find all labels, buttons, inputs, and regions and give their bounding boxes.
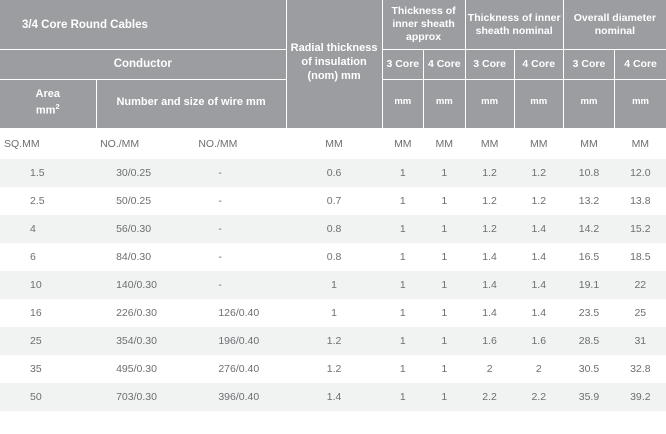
header-core3-inner-approx: 3 Core [382,50,423,79]
cell-radial: 1 [331,306,337,319]
cell-inner-approx-3core: 1 [382,327,423,355]
cell-overall-4core: 12.0 [615,159,666,187]
cell-area: 10 [0,271,96,299]
units-cell-overall-3core: MM [563,128,614,159]
cell-wires-4core: - [194,271,286,299]
table-row [0,383,666,411]
header-col-area [0,79,96,128]
units-cell-radial: MM [286,128,382,159]
cell-overall-4core: 22 [615,271,666,299]
cell-wires-3core: 495/0.30 [116,362,157,375]
header-group-inner-sheath-approx: Thickness of inner sheath approx [382,0,465,50]
cell-inner-nominal-3core: 2 [486,362,493,375]
cell-area: 25 [0,327,96,355]
cell-wires-4core: - [218,194,222,207]
header-group-inner-sheath-nominal: Thickness of inner sheath nominal [465,0,563,50]
header-core4-overall: 4 Core [615,50,666,79]
cell-wires-3core: 50/0.25 [116,194,152,207]
cell-overall-4core: 13.8 [630,194,651,207]
cell-inner-approx-4core: 1 [441,362,448,375]
cell-inner-approx-3core: 1 [399,362,406,375]
cell-inner-approx-3core: 1 [399,306,406,319]
header-unit-overall-3core: mm [563,79,614,128]
units-cell-inner-nominal-3core: MM [465,128,514,159]
cell-inner-nominal-4core: 1.2 [514,159,563,187]
cell-wires-3core: 84/0.30 [116,250,152,263]
units-cell-area: SQ.MM [0,128,96,159]
cell-inner-nominal-3core: 1.4 [465,271,514,299]
cell-inner-approx-4core: 1 [424,271,465,299]
table-row [0,271,666,299]
cell-inner-approx-4core: 1 [441,306,448,319]
cell-inner-nominal-4core: 1.4 [531,250,547,263]
cell-radial: 0.7 [326,194,342,207]
cell-inner-approx-3core: 1 [382,215,423,243]
cell-inner-nominal-4core: 1.2 [531,194,547,207]
units-cell-inner-approx-3core: MM [382,128,423,159]
cell-inner-approx-4core: 1 [424,327,465,355]
cell-inner-nominal-3core: 1.2 [465,159,514,187]
cell-inner-approx-3core: 1 [382,383,423,411]
cell-inner-nominal-4core: 1.4 [514,271,563,299]
cell-inner-nominal-3core: 2.2 [465,383,514,411]
cell-inner-approx-3core: 1 [399,194,406,207]
cell-overall-4core: 31 [615,327,666,355]
cell-area: 16 [30,306,42,319]
cell-overall-4core: 39.2 [615,383,666,411]
cell-overall-4core: 25 [634,306,647,319]
cell-overall-4core: 32.8 [630,362,651,375]
cell-overall-3core: 19.1 [563,271,614,299]
cell-radial: 0.6 [286,159,382,187]
cell-inner-approx-4core: 1 [441,194,448,207]
units-cell-inner-nominal-4core: MM [514,128,563,159]
cell-overall-3core: 35.9 [563,383,614,411]
cell-wires-3core: 354/0.30 [96,327,194,355]
table-row [0,187,666,215]
cell-wires-4core: 276/0.40 [218,362,260,375]
header-core4-inner-approx: 4 Core [424,50,465,79]
cell-radial: 0.8 [326,250,342,263]
cell-overall-4core: 18.5 [630,250,651,263]
cell-radial: 1 [286,271,382,299]
units-cell-wires-3core: NO./MM [96,128,194,159]
header-unit-inner-approx-4core: mm [424,79,465,128]
cell-wires-3core: 703/0.30 [96,383,194,411]
cell-area: 2.5 [30,194,45,207]
cell-area: 1.5 [0,159,96,187]
cell-inner-nominal-3core: 1.4 [482,250,497,263]
cell-area: 35 [30,362,42,375]
cell-inner-nominal-4core: 2 [535,362,542,375]
cell-inner-approx-4core: 1 [424,159,465,187]
header-group-overall-diameter: Overall diameter nominal [563,0,666,50]
cell-inner-approx-4core: 1 [424,383,465,411]
cell-inner-approx-3core: 1 [382,159,423,187]
table-row [0,243,666,271]
cell-overall-3core: 30.5 [578,362,600,375]
header-core3-inner-nominal: 3 Core [465,50,514,79]
cell-inner-nominal-4core: 1.6 [514,327,563,355]
cell-overall-3core: 10.8 [563,159,614,187]
table-units-row [0,128,666,159]
cell-overall-3core: 23.5 [578,306,600,319]
cell-radial: 1.2 [286,327,382,355]
cell-radial: 1.4 [286,383,382,411]
header-row-groups [0,0,666,50]
header-col-radial-thickness: Radial thickness of insulation (nom) mm [286,0,382,128]
cell-overall-4core: 15.2 [615,215,666,243]
cell-inner-approx-4core: 1 [424,215,465,243]
table-body [0,128,666,411]
cell-wires-4core: - [194,215,286,243]
cell-area: 6 [30,250,36,263]
cell-inner-approx-4core: 1 [441,250,448,263]
cell-inner-nominal-4core: 1.4 [531,306,547,319]
table-row [0,159,666,187]
header-col-area-unit-sup: 2 [55,101,60,111]
cell-wires-4core: 196/0.40 [194,327,286,355]
cell-radial: 1.2 [326,362,342,375]
header-unit-inner-approx-3core: mm [382,79,423,128]
cell-wires-3core: 56/0.30 [96,215,194,243]
table-row [0,355,666,383]
header-unit-inner-nominal-3core: mm [465,79,514,128]
cell-overall-3core: 28.5 [563,327,614,355]
cell-wires-3core: 30/0.25 [96,159,194,187]
header-group-conductor: Conductor [0,50,286,79]
units-cell-inner-approx-4core: MM [424,128,465,159]
cell-inner-nominal-3core: 1.6 [465,327,514,355]
header-core3-overall: 3 Core [563,50,614,79]
cell-area: 50 [0,383,96,411]
table-row [0,327,666,355]
header-unit-inner-nominal-4core: mm [514,79,563,128]
cell-wires-4core: 126/0.40 [218,306,260,319]
cell-inner-nominal-4core: 2.2 [514,383,563,411]
cell-wires-4core: - [218,250,222,263]
header-col-area-unit: mm [35,104,56,117]
table-row [0,299,666,327]
units-cell-overall-4core: MM [615,128,666,159]
header-col-area-label: Area [35,87,61,100]
cell-radial: 0.8 [286,215,382,243]
header-group-core-round-cables: 3/4 Core Round Cables [0,0,286,50]
cell-inner-nominal-3core: 1.4 [482,306,497,319]
cell-wires-4core: - [194,159,286,187]
table-row [0,215,666,243]
header-unit-overall-4core: mm [615,79,666,128]
cell-wires-3core: 140/0.30 [96,271,194,299]
cell-overall-3core: 14.2 [563,215,614,243]
cell-inner-nominal-4core: 1.4 [514,215,563,243]
cell-wires-4core: 396/0.40 [194,383,286,411]
cell-area: 4 [0,215,96,243]
cell-wires-3core: 226/0.30 [116,306,157,319]
cell-overall-3core: 16.5 [578,250,600,263]
units-cell-wires-4core: NO./MM [194,128,286,159]
table-header [0,0,666,128]
header-col-number-and-size: Number and size of wire mm [96,79,286,128]
cell-inner-approx-3core: 1 [399,250,406,263]
cell-inner-nominal-3core: 1.2 [465,215,514,243]
cell-overall-3core: 13.2 [578,194,600,207]
cell-inner-approx-3core: 1 [382,271,423,299]
cell-inner-nominal-3core: 1.2 [482,194,497,207]
header-core4-inner-nominal: 4 Core [514,50,563,79]
